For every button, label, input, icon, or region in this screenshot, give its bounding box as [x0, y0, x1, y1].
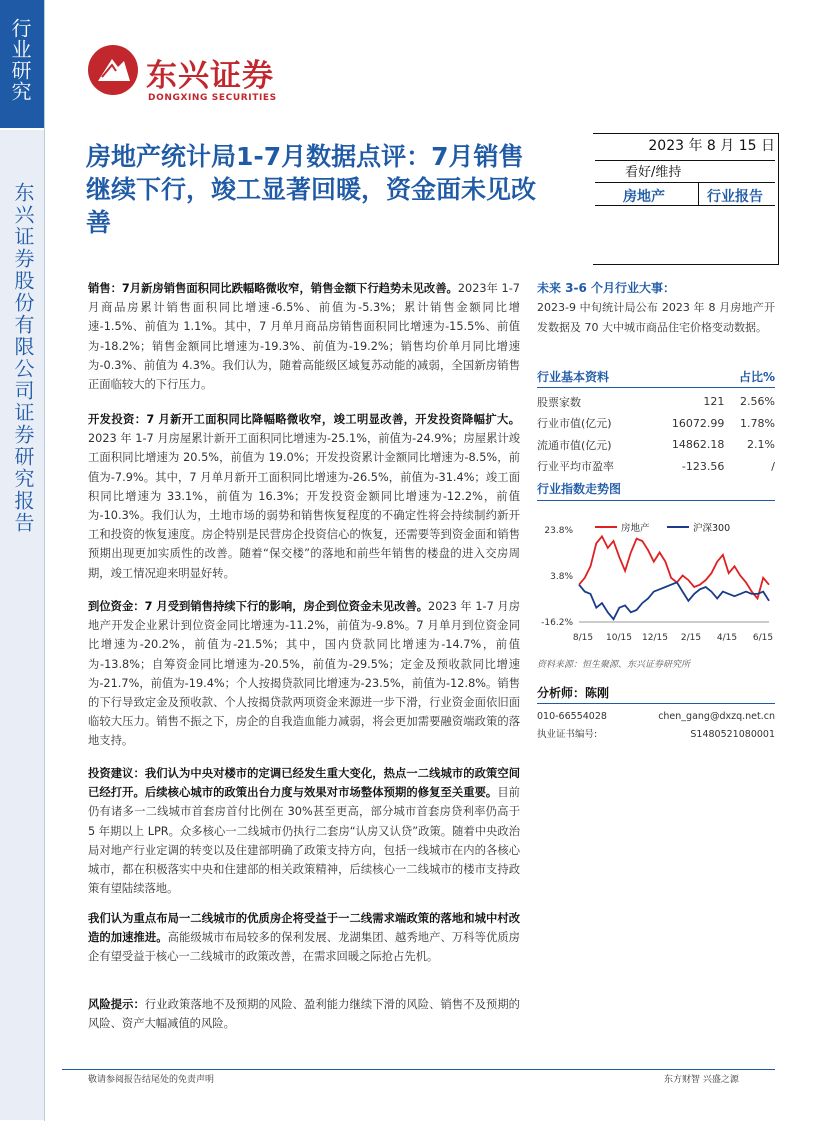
- chart-source: 资料来源：恒生聚源、东兴证券研究所: [537, 660, 691, 670]
- section-heading: 开发投资：7 月新开工面积同比降幅略微收窄，竣工明显改善，开发投资降幅扩大。: [88, 413, 520, 426]
- analyst-block: [537, 684, 775, 744]
- events-text: 2023-9 中旬统计局公布 2023 年 8 月房地产开发数据及 70 大中城市商品住宅价格变动数据。: [537, 301, 775, 334]
- industry-table-block: [537, 368, 775, 477]
- index-chart-block: [537, 480, 775, 501]
- table-cell: -123.56: [681, 459, 725, 473]
- section-heading: 风险提示：: [88, 998, 145, 1011]
- section-text: 行业政策落地不及预期的风险、盈利能力继续下滑的风险、销售不及预期的风险、资产大幅减值的风险。: [88, 998, 520, 1031]
- y-tick-label: 3.8%: [550, 572, 573, 582]
- x-tick-label: 12/15: [642, 633, 668, 643]
- table-cell: 行业市值(亿元): [537, 417, 612, 431]
- logo-icon: [88, 45, 138, 95]
- divider: [537, 387, 775, 388]
- sector-tag: 房地产: [623, 189, 665, 205]
- events-block: [537, 279, 775, 338]
- section-text: 2023年 1-7 月商品房累计销售面积同比增速-6.5%、前值为-5.3%；累计销售金额同比增速-1.5%、前值为 1.1%。其中，7 月单月商品房销售面积同比增速为-15.5%、前值为-18.2%；销售金额同比增速为-19.3%、前值为-19.2%；销售均价单月同比增速为-0.3%、前值为 4.3%。我们认为，随着高能级区域复苏动能的减弱，全国新房销售正面临较大的下行压力。: [88, 282, 520, 392]
- x-tick-label: 10/15: [606, 633, 632, 643]
- table-cell: 2.1%: [747, 438, 775, 452]
- events-heading: 未来 3-6 个月行业大事：: [537, 281, 676, 295]
- logo-text: 东兴证券: [146, 58, 274, 94]
- divider: [537, 703, 775, 704]
- legend-label: 房地产: [621, 523, 650, 534]
- table-cell: 股票家数: [537, 395, 581, 409]
- y-tick-label: -16.2%: [541, 618, 573, 628]
- cert-number: S1480521080001: [690, 729, 775, 740]
- industry-table: [537, 391, 775, 477]
- report-date: 2023 年 8 月 15 日: [648, 138, 775, 154]
- table-row: [537, 391, 775, 413]
- institution-label: 东兴证券股份有限公司证券研究报告: [11, 182, 35, 534]
- section-heading: 到位资金：7 月受到销售持续下行的影响，房企到位资金未见改善。: [88, 600, 429, 613]
- table-cell: 流通市值(亿元): [537, 438, 612, 452]
- analyst-heading: 分析师：陈刚: [537, 686, 610, 700]
- legend-label: 沪深300: [693, 523, 731, 534]
- table-row: [537, 456, 775, 478]
- section-heading: 销售：7月新房销售面积同比跌幅略微收窄，销售金额下行趋势未见改善。: [88, 282, 458, 295]
- section-text: 2023 年 1-7 月房地产开发企业累计到位资金同比增速为-11.2%，前值为-9.8%。7 月单月到位资金同比增速为-20.2%，前值为-21.5%；其中，国内贷款同比增速为-14.7%，前值为-13.8%；自筹资金同比增速为-20.5%，前值为-29.5%；定金及预收款同比增速为-21.7%，前值为-19.4%；个人按揭贷款同比增速为-23.5%，前值为-12.8%。销售的下行导致定金及预收款、个人按揭贷款两项资金来源进一步下滑，行业资金面依旧面临较大压力。销售不振之下，房企的自我造血能力减弱，将会更加需要融资端政策的落地支持。: [88, 600, 520, 748]
- table-cell: /: [771, 459, 775, 473]
- sidebar: [0, 0, 45, 1121]
- section-heading: 投资建议：我们认为中央对楼市的定调已经发生重大变化，热点一二线城市的政策空间已经打开。后续核心城市的政策出台力度与效果对市场整体预期的修复至关重要。: [88, 767, 520, 800]
- table-cell: 14862.18: [671, 438, 725, 452]
- analyst-cert: [537, 726, 775, 744]
- index-chart-heading: 行业指数走势图: [537, 482, 622, 496]
- industry-table-heading: 行业基本资料: [537, 370, 610, 384]
- footer-disclaimer: 敬请参阅报告结尾处的免责声明: [88, 1075, 215, 1085]
- footer-slogan: 东方财智 兴盛之源: [664, 1075, 739, 1085]
- cert-label: 执业证书编号:: [537, 729, 598, 740]
- section-focus: [88, 909, 520, 967]
- index-chart: [537, 518, 775, 650]
- section-text: 高能级城市布局较多的保利发展、龙湖集团、越秀地产、万科等优质房企有望受益于核心一二线城市的政策改善，在需求回暖之际抢占先机。: [88, 931, 520, 964]
- table-cell: 16072.99: [671, 416, 725, 430]
- logo-subtext: DONGXING SECURITIES: [148, 93, 277, 103]
- y-tick-label: 23.8%: [544, 526, 573, 536]
- table-cell: 121: [703, 395, 725, 409]
- table-cell: 2.56%: [740, 395, 775, 409]
- x-tick-label: 4/15: [716, 633, 738, 643]
- x-tick-label: 8/15: [572, 633, 594, 643]
- analyst-phone: 010-66554028: [537, 711, 607, 722]
- analyst-email[interactable]: chen_gang@dxzq.net.cn: [658, 711, 775, 722]
- industry-table-col-header: 占比%: [738, 370, 775, 384]
- report-type-tag: 行业报告: [707, 189, 763, 205]
- section-heading: 我们认为重点布局一二线城市的优质房企将受益于一二线需求端政策的落地和城中村改造的加速推进。: [88, 912, 520, 945]
- x-tick-label: 6/15: [752, 633, 774, 643]
- table-row: [537, 413, 775, 435]
- series-line: [579, 536, 769, 598]
- category-label: 行业研究: [8, 18, 32, 102]
- divider: [537, 500, 775, 501]
- section-investment: [88, 410, 520, 583]
- industry-table-header: [537, 368, 775, 385]
- series-line: [579, 582, 769, 619]
- table-cell: 1.78%: [740, 416, 775, 430]
- footer-divider: [62, 1069, 775, 1070]
- x-tick-label: 2/15: [680, 633, 702, 643]
- table-cell: 行业平均市盈率: [537, 460, 614, 474]
- tag-divider: [698, 183, 699, 205]
- section-risk: [88, 995, 520, 1033]
- category-tab: [0, 0, 44, 128]
- institution-strip: [0, 130, 44, 1120]
- section-funds: [88, 597, 520, 751]
- report-title: 房地产统计局1-7月数据点评：7月销售继续下行，竣工显著回暖，资金面未见改善: [86, 142, 537, 237]
- analyst-contact: [537, 708, 775, 726]
- section-text: 2023 年 1-7 月房屋累计新开工面积同比增速为-25.1%，前值为-24.9%；房屋累计竣工面积同比增速为 20.5%，前值为 19.0%；开发投资累计金额同比增速为-8.5%，前值为-7.9%。其中，7 月单月新开工面积同比增速为-26.5%，前值为-31.4%；竣工面积同比增速为 33.1%，前值为 16.3%；开发投资金额同比增速为-12.2%，前值为-10.3%。我们认为，土地市场的弱势和销售恢复程度的不确定性将会持续制约新开工和投资的恢复速度。房企特别是民营房企投资信心的恢复，还需要等到资金面和销售预期出现更加实质性的改善。随着“保交楼”的落地和前些年销售的楼盘的进入交房周期，竣工情况迎来明显好转。: [88, 432, 520, 580]
- section-sales: [88, 279, 520, 394]
- tags: [595, 182, 775, 206]
- section-advice: [88, 764, 520, 898]
- section-text: 目前仍有诸多一二线城市首套房首付比例在 30%甚至更高，部分城市首套房贷利率仍高于 5 年期以上 LPR。众多核心一二线城市仍执行二套房“认房又认贷”政策。随着中央政治局对地产行业定调的转变以及住建部明确了政策支持方向，包括一线城市在内的各核心城市，都在积极落实中央和住建部的相关政策精神，后续核心一二线城市的楼市支持政策有望陆续落地。: [88, 786, 520, 896]
- table-row: [537, 434, 775, 456]
- rating: 看好/维持: [595, 160, 775, 178]
